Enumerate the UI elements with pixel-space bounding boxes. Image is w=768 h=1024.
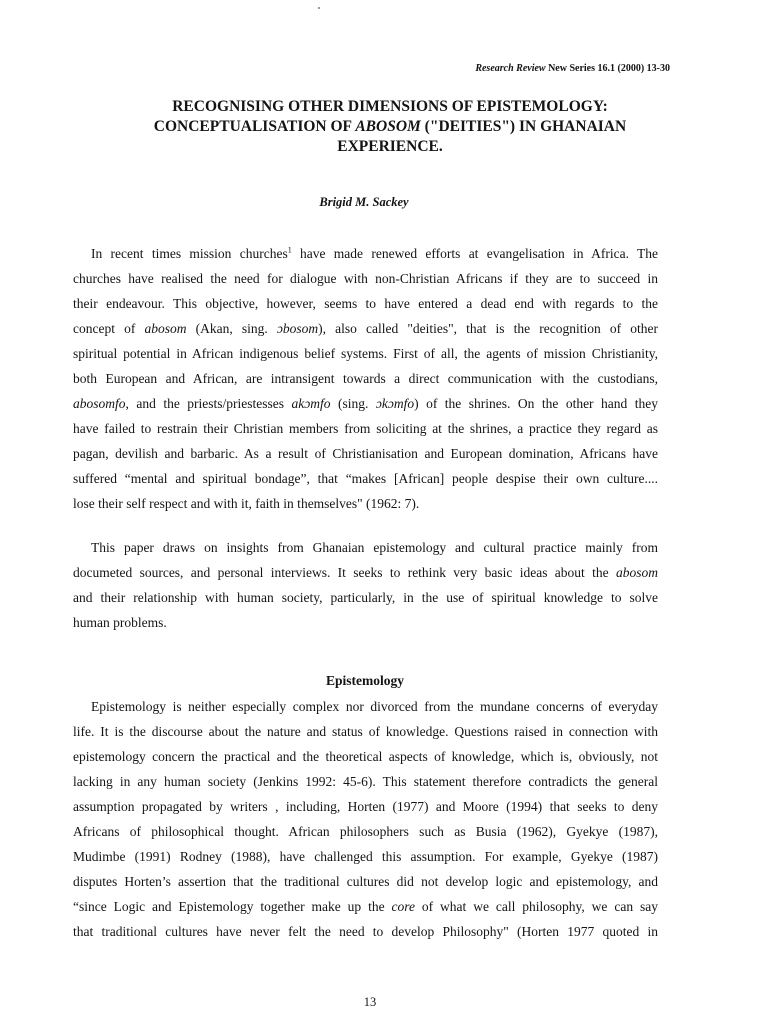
italic-term: ɔbosom <box>276 321 319 336</box>
title-line-1: RECOGNISING OTHER DIMENSIONS OF EPISTEMOLOGY: <box>172 98 608 115</box>
text-line: and their relationship with human society, particularly, in the use of spiritual knowledge to solve <box>73 590 658 605</box>
text-line: pagan, devilish and barbaric. As a result of Christianisation and European domination, Africans have <box>73 446 658 461</box>
text-line: human problems. <box>73 615 167 630</box>
text-line <box>73 560 658 585</box>
text-line: their endeavour. This objective, however, seems to have entered a dead end with regards to the <box>73 296 658 311</box>
title-text: ("DEITIES") IN GHANAIAN <box>420 118 627 135</box>
text-line: both European and African, are intransigent towards a direct communication with the custodians, <box>73 371 658 386</box>
text-line: life. It is the discourse about the nature and status of knowledge. Questions raised in connection with <box>73 724 658 739</box>
scan-speck <box>318 7 320 9</box>
text-run: ) of the shrines. On the other hand they <box>414 396 658 411</box>
text-line: have failed to restrain their Christian members from soliciting at the shrines, a practice they regard as <box>73 421 658 436</box>
text-run: “since Logic and Epistemology together make up the <box>73 899 392 914</box>
text-line <box>73 894 658 919</box>
title-text: CONCEPTUALISATION OF <box>153 118 356 135</box>
italic-term: abosom <box>144 321 187 336</box>
italic-term: akɔmfo <box>291 396 331 411</box>
text-run: concept of <box>73 321 145 336</box>
footnote-ref: 1 <box>287 245 292 255</box>
text-run: (sing. <box>330 396 376 411</box>
text-line: epistemology concern the practical and the theoretical aspects of knowledge, which is, obviously, not <box>73 749 658 764</box>
text-line: lacking in any human society (Jenkins 1992: 45-6). This statement therefore contradicts the general <box>73 774 658 789</box>
title-line-2 <box>70 117 710 137</box>
text-line: lose their self respect and with it, faith in themselves" (1962: 7). <box>73 496 420 511</box>
text-run: In recent times mission churches <box>91 246 288 261</box>
second-paragraph <box>73 535 658 635</box>
section-heading: Epistemology <box>325 673 404 688</box>
title-italic-term: ABOSOM <box>355 118 421 135</box>
title-line-3: EXPERIENCE. <box>337 138 443 155</box>
text-run: , and the priests/priestesses <box>125 396 292 411</box>
text-line: suffered “mental and spiritual bondage”, that “makes [African] people despise their own culture.... <box>73 471 658 486</box>
text-run: of what we call philosophy, we can say <box>414 899 658 914</box>
page-number: 13 <box>363 995 377 1009</box>
text-line: assumption propagated by writers , including, Horten (1977) and Moore (1994) that seeks to deny <box>73 799 658 814</box>
text-line: spiritual potential in African indigenous belief systems. First of all, the agents of mission Christianity, <box>73 346 658 361</box>
text-line <box>73 391 658 416</box>
epistemology-paragraph <box>73 694 658 944</box>
journal-citation: New Series 16.1 (2000) 13-30 <box>545 63 670 74</box>
italic-term: abosom <box>615 565 658 580</box>
journal-name: Research Review <box>475 63 546 74</box>
italic-term: core <box>391 899 415 914</box>
text-line: that traditional cultures have never felt the need to develop Philosophy" (Horten 1977 quoted in <box>73 924 658 939</box>
author-name: Brigid M. Sackey <box>319 195 409 209</box>
text-line <box>73 241 658 266</box>
text-line <box>73 316 658 341</box>
text-line: disputes Horten’s assertion that the traditional cultures did not develop logic and epistemology, and <box>73 874 658 889</box>
text-run: ), also called "deities", that is the recognition of other <box>318 321 658 336</box>
intro-paragraph <box>73 241 658 516</box>
italic-term: abosomfo <box>73 396 126 411</box>
text-run: (Akan, sing. <box>186 321 277 336</box>
running-header <box>475 63 670 74</box>
text-line: Africans of philosophical thought. African philosophers such as Busia (1962), Gyekye (1987), <box>73 824 658 839</box>
text-line: churches have realised the need for dialogue with non-Christian Africans if they are to succeed in <box>73 271 658 286</box>
text-line: Mudimbe (1991) Rodney (1988), have challenged this assumption. For example, Gyekye (1987) <box>73 849 658 864</box>
text-line: Epistemology is neither especially complex nor divorced from the mundane concerns of everyday <box>91 699 658 714</box>
paper-title <box>70 97 710 157</box>
text-line: This paper draws on insights from Ghanaian epistemology and cultural practice mainly from <box>91 540 658 555</box>
text-run: documeted sources, and personal interviews. It seeks to rethink very basic ideas about the <box>73 565 616 580</box>
text-run: have made renewed efforts at evangelisation in Africa. The <box>291 246 659 261</box>
italic-term: ɔkɔmfo <box>375 396 415 411</box>
